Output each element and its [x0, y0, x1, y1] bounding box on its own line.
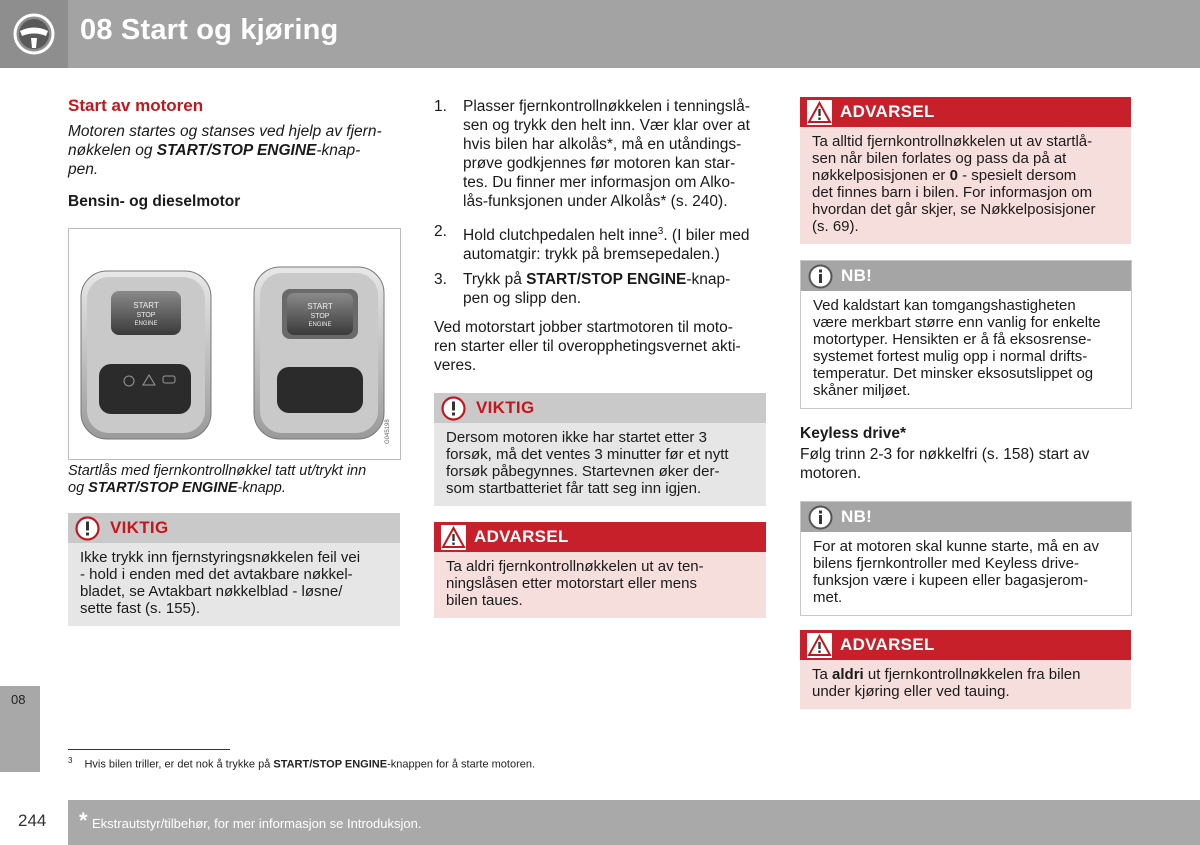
figure-id: G045198 — [385, 419, 391, 444]
exclamation-circle-icon — [441, 396, 466, 421]
notice-line: temperatur. Det minsker eksosutslippet og — [813, 365, 1094, 382]
caption-line — [68, 480, 403, 497]
chapter-side-tab — [0, 686, 40, 772]
page-number: 244 — [18, 811, 47, 830]
caption-bold: START/STOP ENGINE — [88, 480, 238, 496]
notice-bold: 0 — [949, 167, 958, 184]
figure-caption — [68, 463, 403, 497]
notice-line: sette fast (s. 155). — [80, 600, 201, 617]
caption-text: -knapp. — [237, 480, 286, 496]
start-lock-illustration — [69, 229, 400, 459]
footer-star: * — [79, 808, 88, 833]
notice-line: Ta alltid fjernkontrollnøkkelen ut av startlå- — [812, 133, 1093, 150]
warning-notice-3 — [800, 630, 1131, 709]
figure-button-text: ENGINE — [134, 321, 158, 327]
step-line: pen og slipp den. — [463, 290, 582, 307]
notice-line: bilen taues. — [446, 592, 523, 609]
caption-text: og — [68, 480, 89, 496]
warning-triangle-icon — [441, 525, 466, 550]
warning-notice-label: ADVARSEL — [474, 527, 569, 546]
important-notice-2 — [434, 393, 766, 506]
caption-line: Startlås med fjernkontrollnøkkel tatt ut/trykt inn — [68, 463, 367, 479]
important-notice-body — [434, 423, 766, 506]
step-text-part: -knap- — [686, 271, 731, 288]
step-line — [463, 270, 730, 289]
figure-button-text: START — [133, 301, 159, 310]
warning-notice-label: ADVARSEL — [840, 635, 935, 654]
notice-line: som startbatteriet får tatt seg inn igjen. — [446, 480, 702, 497]
intro-text: nøkkelen og — [68, 142, 157, 159]
keyless-paragraph — [800, 445, 1135, 483]
warning-notice-body — [800, 660, 1131, 709]
step-line: Plasser fjernkontrollnøkkelen i tenningslå- — [463, 98, 750, 115]
footnote — [68, 756, 535, 771]
notice-line: bilens fjernkontroller med Keyless drive- — [813, 555, 1079, 572]
motor-start-paragraph — [434, 318, 769, 375]
paragraph-line: veres. — [434, 357, 477, 374]
footnote-text-end: -knappen for å starte motoren. — [387, 758, 536, 771]
info-circle-icon — [808, 264, 833, 289]
exclamation-circle-icon — [75, 516, 100, 541]
warning-notice-header — [800, 97, 1131, 127]
notice-line: Ved kaldstart kan tomgangshastigheten — [813, 297, 1076, 314]
figure-button-text: ENGINE — [308, 322, 332, 328]
step-text-part: Hold clutchpedalen helt inne — [463, 227, 658, 245]
step-line: tes. Du finner mer informasjon om Alko- — [463, 174, 736, 191]
notice-text: Ta — [812, 666, 833, 683]
subheading: Bensin- og dieselmotor — [68, 193, 241, 210]
paragraph-line: ren starter eller til overopphetingsvernet akti- — [434, 338, 741, 355]
footnote-bold: START/STOP ENGINE — [273, 758, 388, 771]
paragraph-line: motoren. — [800, 465, 862, 482]
warning-notice-header — [800, 630, 1131, 660]
warning-notice-label: ADVARSEL — [840, 102, 935, 121]
notice-text: nøkkelposisjonen er — [812, 167, 950, 184]
intro-bold: START/STOP ENGINE — [156, 142, 317, 159]
notice-line: være merkbart større enn vanlig for enkelte — [813, 314, 1101, 331]
notice-line: met. — [813, 589, 843, 606]
intro-line: pen. — [68, 161, 99, 178]
notice-line: skåner miljøet. — [813, 382, 911, 399]
notice-line: - hold i enden med det avtakbare nøkkel- — [80, 566, 353, 583]
figure-button-text: STOP — [310, 313, 330, 320]
important-notice-header — [434, 393, 766, 423]
step-3 — [434, 270, 769, 310]
warning-notice-body — [800, 127, 1131, 244]
notice-line: funksjon være i kupeen eller bagasjerom- — [813, 572, 1089, 589]
note-box-1 — [800, 260, 1132, 409]
intro-line — [68, 141, 398, 160]
important-notice-label: VIKTIG — [110, 518, 169, 537]
notice-line: det finnes barn i bilen. For informasjon om — [812, 184, 1093, 201]
paragraph-line: Følg trinn 2-3 for nøkkelfri (s. 158) start av — [800, 446, 1090, 463]
step-line: sen og trykk den helt inn. Vær klar over at — [463, 117, 750, 134]
step-line: automatgir: trykk på bremsepedalen.) — [463, 246, 720, 264]
important-notice-1 — [68, 513, 400, 626]
footnote-ref: 3 — [657, 226, 664, 237]
paragraph-line: Ved motorstart jobber startmotoren til moto- — [434, 319, 733, 336]
note-body — [801, 532, 1131, 615]
warning-notice-1 — [434, 522, 766, 618]
step-number: 1. — [434, 98, 447, 115]
notice-bold: aldri — [832, 666, 864, 683]
warning-notice-2 — [800, 97, 1131, 244]
notice-line: ningslåsen etter motorstart eller mens — [446, 575, 697, 592]
note-box-2 — [800, 501, 1132, 616]
step-line — [463, 222, 749, 245]
important-notice-label: VIKTIG — [476, 398, 535, 417]
step-number: 3. — [434, 271, 447, 288]
important-notice-body — [68, 543, 400, 626]
intro-text: -knap- — [316, 142, 361, 159]
note-label: NB! — [841, 266, 873, 285]
step-line: hvis bilen har alkolås*, må en utåndings- — [463, 136, 742, 153]
step-number: 2. — [434, 223, 447, 240]
notice-line: under kjøring eller ved tauing. — [812, 683, 1010, 700]
notice-line: For at motoren skal kunne starte, må en av — [813, 538, 1099, 555]
chapter-icon-box — [0, 0, 68, 68]
figure-button-text: STOP — [136, 312, 156, 319]
notice-line: Dersom motoren ikke har startet etter 3 — [446, 429, 707, 446]
warning-triangle-icon — [807, 100, 832, 125]
notice-line: Ikke trykk inn fjernstyringsnøkkelen feil vei — [80, 549, 361, 566]
start-lock-figure — [68, 228, 401, 460]
notice-line: bladet, se Avtakbart nøkkelblad - løsne/ — [80, 583, 343, 600]
step-2 — [434, 222, 769, 262]
note-header — [801, 261, 1131, 291]
keyless-heading: Keyless drive* — [800, 425, 906, 442]
chapter-side-tab-label: 08 — [11, 692, 26, 707]
important-notice-header — [68, 513, 400, 543]
steering-wheel-icon — [0, 0, 68, 68]
step-text — [463, 222, 749, 264]
footer-text: Ekstrautstyr/tilbehør, for mer informasjon se Introduksjon. — [92, 816, 422, 831]
warning-notice-body — [434, 552, 766, 618]
figure-button-text: START — [307, 302, 333, 311]
info-circle-icon — [808, 505, 833, 530]
notice-line — [812, 167, 1119, 184]
note-body — [801, 291, 1131, 408]
footnote-mark: 3 — [68, 756, 73, 765]
notice-text: - spesielt dersom — [957, 167, 1077, 184]
step-line: prøve godkjennes før motoren kan star- — [463, 155, 736, 172]
warning-notice-header — [434, 522, 766, 552]
notice-line: sen når bilen forlates og pass da på at — [812, 150, 1067, 167]
warning-triangle-icon — [807, 633, 832, 658]
section-heading: Start av motoren — [68, 96, 204, 115]
step-1 — [434, 97, 769, 217]
footnote-text: Hvis bilen triller, er det nok å trykke på — [84, 758, 274, 771]
intro-paragraph — [68, 122, 398, 179]
notice-line: Ta aldri fjernkontrollnøkkelen ut av ten- — [446, 558, 704, 575]
notice-line: (s. 69). — [812, 218, 859, 235]
step-text — [463, 270, 730, 308]
step-text — [463, 97, 750, 211]
note-header — [801, 502, 1131, 532]
notice-line: forsøk påbegynnes. Startevnen øker der- — [446, 463, 720, 480]
intro-line: Motoren startes og stanses ved hjelp av fjern- — [68, 123, 382, 140]
notice-text: ut fjernkontrollnøkkelen fra bilen — [863, 666, 1081, 683]
notice-line: hvordan det går skjer, se Nøkkelposisjoner — [812, 201, 1096, 218]
step-text-part: Trykk på — [463, 271, 527, 288]
step-line: lås-funksjonen under Alkolås* (s. 240). — [463, 193, 728, 210]
footnote-rule — [68, 749, 230, 750]
notice-line: systemet fortest mulig opp i normal drifts- — [813, 348, 1088, 365]
notice-line: motortyper. Hensikten er å få eksosrense- — [813, 331, 1092, 348]
step-bold: START/STOP ENGINE — [526, 271, 687, 288]
chapter-title: 08 Start og kjøring — [80, 14, 339, 46]
note-label: NB! — [841, 507, 873, 526]
step-text-part: . (I biler med — [663, 227, 750, 245]
notice-line — [812, 666, 1119, 683]
notice-line: forsøk, må det ventes 3 minutter før et nytt — [446, 446, 729, 463]
